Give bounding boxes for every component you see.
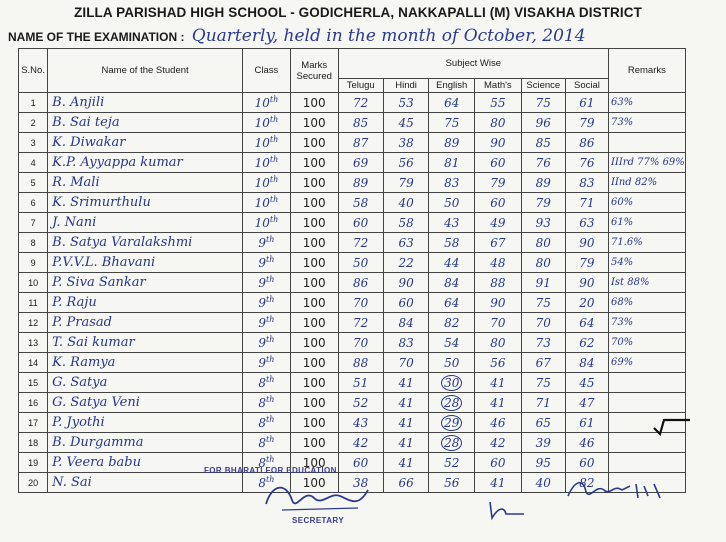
marks-secured: 100 xyxy=(290,93,338,113)
subject-mark: 43 xyxy=(338,413,383,433)
subject-mark: 46 xyxy=(475,413,522,433)
serial-number: 17 xyxy=(19,413,48,433)
serial-number: 3 xyxy=(19,133,48,153)
remark: 68% xyxy=(608,293,685,313)
student-name: P. Siva Sankar xyxy=(48,273,243,293)
table-row xyxy=(19,313,726,333)
subject-mark: 83 xyxy=(383,333,429,353)
subject-mark: 47 xyxy=(565,393,608,413)
stamp-subtext: SECRETARY xyxy=(292,516,345,525)
serial-number: 10 xyxy=(19,273,48,293)
student-name: K. Diwakar xyxy=(48,133,243,153)
subject-mark: 41 xyxy=(383,373,429,393)
student-name: P. Raju xyxy=(48,293,243,313)
serial-number: 7 xyxy=(19,213,48,233)
table-row xyxy=(19,233,726,253)
subject-mark: 82 xyxy=(565,473,608,493)
exam-title xyxy=(8,26,586,46)
subject-mark: 38 xyxy=(338,473,383,493)
marks-secured: 100 xyxy=(290,253,338,273)
serial-number: 19 xyxy=(19,453,48,473)
subject-mark: 52 xyxy=(338,393,383,413)
subject-mark: 89 xyxy=(338,173,383,193)
subject-mark: 53 xyxy=(383,93,429,113)
student-name: G. Satya xyxy=(48,373,243,393)
subject-mark: 95 xyxy=(521,453,565,473)
exam-label: NAME OF THE EXAMINATION : xyxy=(8,30,185,44)
subject-mark: 79 xyxy=(383,173,429,193)
subject-mark: 89 xyxy=(429,133,475,153)
serial-number: 20 xyxy=(19,473,48,493)
subject-mark: 61 xyxy=(565,413,608,433)
student-class: 10th xyxy=(243,193,291,213)
subject-mark: 81 xyxy=(429,153,475,173)
serial-number: 11 xyxy=(19,293,48,313)
remark xyxy=(608,453,685,473)
subject-mark: 49 xyxy=(475,213,522,233)
subject-mark: 52 xyxy=(429,453,475,473)
table-row xyxy=(19,193,726,213)
student-name: B. Durgamma xyxy=(48,433,243,453)
subject-mark: 28 xyxy=(429,393,475,413)
subject-mark: 56 xyxy=(475,353,522,373)
marks-secured: 100 xyxy=(290,393,338,413)
subject-mark: 30 xyxy=(429,373,475,393)
student-class: 9th xyxy=(243,333,291,353)
student-name: P. Prasad xyxy=(48,313,243,333)
marks-secured: 100 xyxy=(290,213,338,233)
col-sno: S.No. xyxy=(19,49,48,93)
subject-mark: 28 xyxy=(429,433,475,453)
subject-mark: 90 xyxy=(565,233,608,253)
subject-mark: 87 xyxy=(338,133,383,153)
col-name: Name of the Student xyxy=(48,49,243,93)
student-name: P. Veera babu xyxy=(48,453,243,473)
subject-mark: 45 xyxy=(565,373,608,393)
serial-number: 16 xyxy=(19,393,48,413)
subject-mark: 42 xyxy=(338,433,383,453)
student-class: 9th xyxy=(243,353,291,373)
table-row xyxy=(19,413,726,433)
subject-mark: 60 xyxy=(475,193,522,213)
remark: IIIrd 77% 69% xyxy=(608,153,685,173)
student-class: 9th xyxy=(243,253,291,273)
subject-mark: 55 xyxy=(475,93,522,113)
marks-secured: 100 xyxy=(290,233,338,253)
student-name: B. Anjili xyxy=(48,93,243,113)
table-row xyxy=(19,133,726,153)
subject-mark: 39 xyxy=(521,433,565,453)
col-class: Class xyxy=(243,49,291,93)
subject-mark: 96 xyxy=(521,113,565,133)
subject-mark: 44 xyxy=(429,253,475,273)
serial-number: 2 xyxy=(19,113,48,133)
remark: Ist 88% xyxy=(608,273,685,293)
subject-mark: 71 xyxy=(565,193,608,213)
student-class: 8th xyxy=(243,473,291,493)
serial-number: 4 xyxy=(19,153,48,173)
remark: 60% xyxy=(608,193,685,213)
serial-number: 9 xyxy=(19,253,48,273)
subject-telugu: Telugu xyxy=(338,79,383,93)
subject-mark: 88 xyxy=(475,273,522,293)
subject-mark: 85 xyxy=(338,113,383,133)
table-row xyxy=(19,113,726,133)
student-class: 10th xyxy=(243,133,291,153)
student-name: P. Jyothi xyxy=(48,413,243,433)
student-name: J. Nani xyxy=(48,213,243,233)
subject-mark: 50 xyxy=(429,193,475,213)
subject-mark: 22 xyxy=(383,253,429,273)
marks-secured: 100 xyxy=(290,353,338,373)
serial-number: 1 xyxy=(19,93,48,113)
student-class: 8th xyxy=(243,413,291,433)
subject-mark: 64 xyxy=(565,313,608,333)
student-class: 8th xyxy=(243,433,291,453)
serial-number: 13 xyxy=(19,333,48,353)
subject-mark: 91 xyxy=(521,273,565,293)
subject-mark: 83 xyxy=(565,173,608,193)
subject-mark: 70 xyxy=(383,353,429,373)
subject-mark: 65 xyxy=(521,413,565,433)
subject-mark: 54 xyxy=(429,333,475,353)
subject-mark: 60 xyxy=(565,453,608,473)
serial-number: 18 xyxy=(19,433,48,453)
subject-mark: 41 xyxy=(383,433,429,453)
subject-mark: 76 xyxy=(565,153,608,173)
table-row xyxy=(19,273,726,293)
student-class: 10th xyxy=(243,213,291,233)
marks-secured: 100 xyxy=(290,113,338,133)
remark: 73% xyxy=(608,313,685,333)
student-class: 10th xyxy=(243,153,291,173)
subject-mark: 83 xyxy=(429,173,475,193)
student-class: 10th xyxy=(243,113,291,133)
marks-secured: 100 xyxy=(290,153,338,173)
subject-mark: 84 xyxy=(429,273,475,293)
subject-mark: 63 xyxy=(383,233,429,253)
subject-mark: 93 xyxy=(521,213,565,233)
student-class: 9th xyxy=(243,273,291,293)
table-row xyxy=(19,213,726,233)
subject-mark: 50 xyxy=(429,353,475,373)
subject-mark: 86 xyxy=(338,273,383,293)
marks-secured: 100 xyxy=(290,273,338,293)
table-row xyxy=(19,153,726,173)
subject-social: Social xyxy=(565,79,608,93)
student-name: B. Satya Varalakshmi xyxy=(48,233,243,253)
subject-mark: 70 xyxy=(338,333,383,353)
subject-mark: 72 xyxy=(338,313,383,333)
subject-english: English xyxy=(429,79,475,93)
subject-mark: 62 xyxy=(565,333,608,353)
remark: 71.6% xyxy=(608,233,685,253)
col-remarks: Remarks xyxy=(608,49,685,93)
marks-secured: 100 xyxy=(290,173,338,193)
subject-mark: 73 xyxy=(521,333,565,353)
subject-mark: 20 xyxy=(565,293,608,313)
table-row xyxy=(19,353,726,373)
student-name: B. Sai teja xyxy=(48,113,243,133)
table-row xyxy=(19,373,726,393)
table-row xyxy=(19,253,726,273)
marks-secured: 100 xyxy=(290,433,338,453)
student-name: T. Sai kumar xyxy=(48,333,243,353)
subject-mark: 89 xyxy=(521,173,565,193)
col-subject-wise: Subject Wise xyxy=(338,49,608,79)
student-class: 9th xyxy=(243,313,291,333)
remark: IInd 82% xyxy=(608,173,685,193)
subject-mark: 84 xyxy=(565,353,608,373)
subject-mark: 43 xyxy=(429,213,475,233)
subject-mark: 61 xyxy=(565,93,608,113)
student-class: 8th xyxy=(243,373,291,393)
exam-value: Quarterly, held in the month of October, 2014 xyxy=(191,26,586,46)
student-name: P.V.V.L. Bhavani xyxy=(48,253,243,273)
subject-mark: 56 xyxy=(429,473,475,493)
subject-mark: 88 xyxy=(338,353,383,373)
subject-mark: 70 xyxy=(521,313,565,333)
subject-mark: 79 xyxy=(565,113,608,133)
subject-maths: Math's xyxy=(475,79,522,93)
subject-mark: 82 xyxy=(429,313,475,333)
subject-mark: 75 xyxy=(429,113,475,133)
student-class: 9th xyxy=(243,293,291,313)
student-class: 8th xyxy=(243,393,291,413)
subject-mark: 80 xyxy=(475,113,522,133)
subject-mark: 60 xyxy=(338,453,383,473)
remark xyxy=(608,133,685,153)
remark: 73% xyxy=(608,113,685,133)
subject-mark: 70 xyxy=(475,313,522,333)
subject-mark: 90 xyxy=(475,293,522,313)
subject-mark: 75 xyxy=(521,93,565,113)
subject-mark: 41 xyxy=(383,453,429,473)
subject-mark: 90 xyxy=(383,273,429,293)
serial-number: 15 xyxy=(19,373,48,393)
subject-mark: 41 xyxy=(475,393,522,413)
subject-mark: 80 xyxy=(521,233,565,253)
subject-mark: 63 xyxy=(565,213,608,233)
subject-mark: 90 xyxy=(475,133,522,153)
secretary-signature xyxy=(262,478,372,518)
subject-mark: 29 xyxy=(429,413,475,433)
student-class: 10th xyxy=(243,173,291,193)
table-row xyxy=(19,393,726,413)
marks-secured: 100 xyxy=(290,133,338,153)
subject-mark: 70 xyxy=(338,293,383,313)
subject-mark: 69 xyxy=(338,153,383,173)
subject-mark: 84 xyxy=(383,313,429,333)
marks-secured: 100 xyxy=(290,413,338,433)
subject-mark: 75 xyxy=(521,293,565,313)
subject-mark: 60 xyxy=(338,213,383,233)
remark: 54% xyxy=(608,253,685,273)
subject-mark: 41 xyxy=(475,373,522,393)
subject-mark: 67 xyxy=(521,353,565,373)
remark: 70% xyxy=(608,333,685,353)
subject-mark: 75 xyxy=(521,373,565,393)
table-row xyxy=(19,453,726,473)
student-name: G. Satya Veni xyxy=(48,393,243,413)
subject-mark: 48 xyxy=(475,253,522,273)
remark: 63% xyxy=(608,93,685,113)
subject-mark: 46 xyxy=(565,433,608,453)
subject-mark: 40 xyxy=(383,193,429,213)
subject-mark: 66 xyxy=(383,473,429,493)
student-name: R. Mali xyxy=(48,173,243,193)
subject-mark: 67 xyxy=(475,233,522,253)
subject-mark: 56 xyxy=(383,153,429,173)
student-class: 9th xyxy=(243,233,291,253)
subject-mark: 79 xyxy=(475,173,522,193)
subject-hindi: Hindi xyxy=(383,79,429,93)
subject-mark: 60 xyxy=(383,293,429,313)
subject-mark: 42 xyxy=(475,433,522,453)
subject-mark: 80 xyxy=(475,333,522,353)
marks-secured: 100 xyxy=(290,373,338,393)
subject-science: Science xyxy=(521,79,565,93)
subject-mark: 76 xyxy=(521,153,565,173)
headmaster-initial xyxy=(484,498,530,524)
marks-secured: 100 xyxy=(290,293,338,313)
table-row xyxy=(19,333,726,353)
remark xyxy=(608,393,685,413)
subject-mark: 58 xyxy=(338,193,383,213)
serial-number: 5 xyxy=(19,173,48,193)
subject-mark: 72 xyxy=(338,93,383,113)
subject-mark: 41 xyxy=(383,393,429,413)
subject-mark: 86 xyxy=(565,133,608,153)
subject-mark: 71 xyxy=(521,393,565,413)
subject-mark: 64 xyxy=(429,293,475,313)
serial-number: 8 xyxy=(19,233,48,253)
remark xyxy=(608,373,685,393)
subject-mark: 80 xyxy=(521,253,565,273)
table-row xyxy=(19,93,726,113)
table-row xyxy=(19,433,726,453)
subject-mark: 40 xyxy=(521,473,565,493)
subject-mark: 58 xyxy=(383,213,429,233)
subject-mark: 50 xyxy=(338,253,383,273)
marks-secured: 100 xyxy=(290,193,338,213)
subject-mark: 60 xyxy=(475,453,522,473)
student-name: K. Srimurthulu xyxy=(48,193,243,213)
check-mark-icon xyxy=(652,416,694,436)
student-class: 10th xyxy=(243,93,291,113)
subject-mark: 90 xyxy=(565,273,608,293)
subject-mark: 41 xyxy=(383,413,429,433)
table-row xyxy=(19,293,726,313)
subject-mark: 79 xyxy=(521,193,565,213)
subject-mark: 72 xyxy=(338,233,383,253)
subject-mark: 64 xyxy=(429,93,475,113)
subject-mark: 58 xyxy=(429,233,475,253)
subject-mark: 85 xyxy=(521,133,565,153)
subject-mark: 45 xyxy=(383,113,429,133)
col-marks-secured: Marks Secured xyxy=(290,49,338,93)
subject-mark: 51 xyxy=(338,373,383,393)
marks-secured: 100 xyxy=(290,473,338,493)
marks-secured: 100 xyxy=(290,313,338,333)
subject-mark: 41 xyxy=(475,473,522,493)
serial-number: 12 xyxy=(19,313,48,333)
marks-table xyxy=(18,48,726,493)
student-name: K.P. Ayyappa kumar xyxy=(48,153,243,173)
remark: 61% xyxy=(608,213,685,233)
student-name: N. Sai xyxy=(48,473,243,493)
subject-mark: 60 xyxy=(475,153,522,173)
table-row xyxy=(19,173,726,193)
school-header: ZILLA PARISHAD HIGH SCHOOL - GODICHERLA, NAKKAPALLI (M) VISAKHA DISTRICT xyxy=(74,5,642,20)
student-name: K. Ramya xyxy=(48,353,243,373)
remark: 69% xyxy=(608,353,685,373)
subject-mark: 79 xyxy=(565,253,608,273)
stamp-text: FOR BHARATI FOR EDUCATION xyxy=(204,466,337,475)
serial-number: 6 xyxy=(19,193,48,213)
serial-number: 14 xyxy=(19,353,48,373)
date-signature xyxy=(564,476,674,506)
marks-secured: 100 xyxy=(290,453,338,473)
marks-secured: 100 xyxy=(290,333,338,353)
student-class: 8th xyxy=(243,453,291,473)
subject-mark: 38 xyxy=(383,133,429,153)
